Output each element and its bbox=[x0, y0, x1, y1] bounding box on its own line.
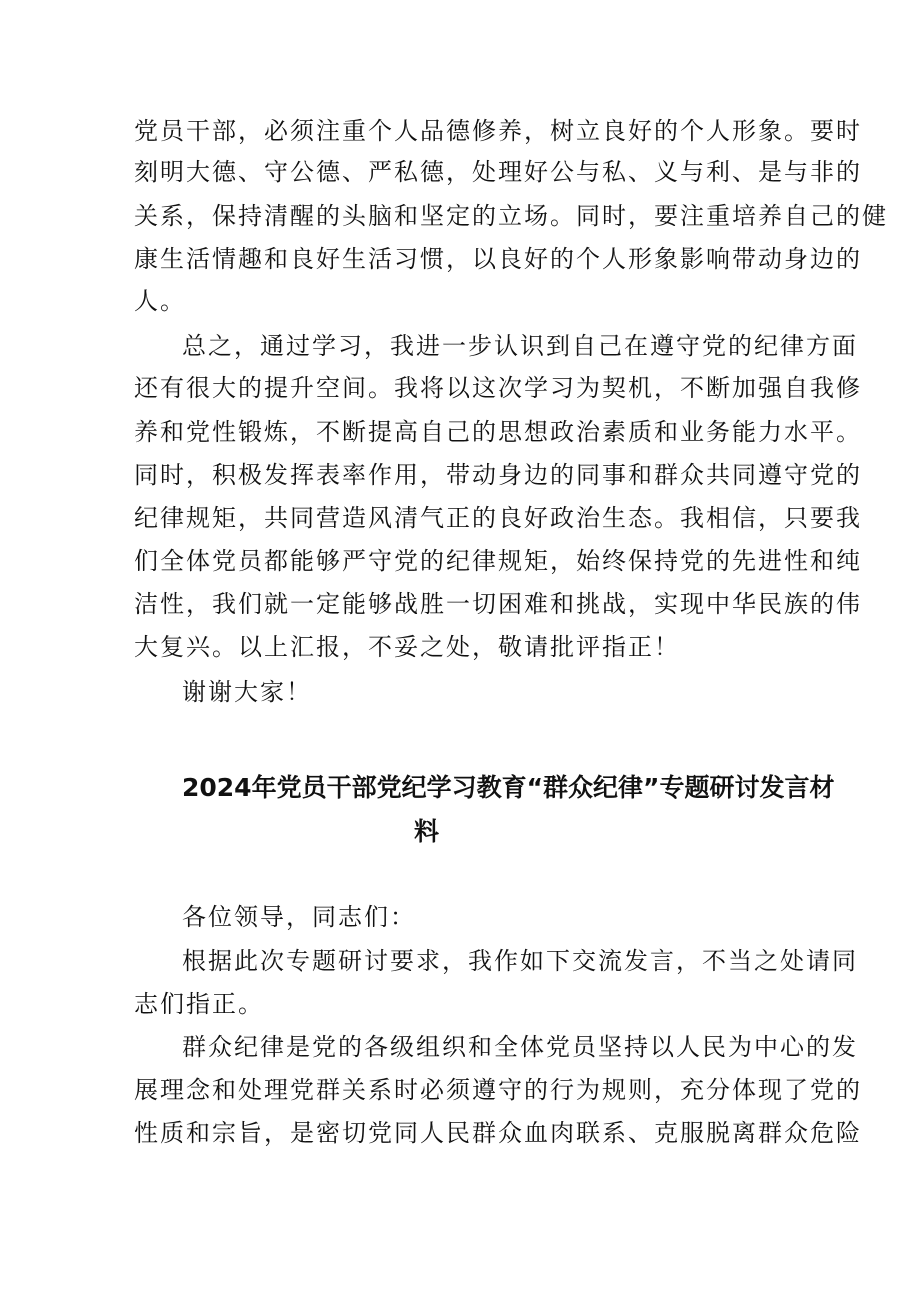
document-title: 2024年党员干部党纪学习教育“群众纪律”专题研讨发言材 bbox=[182, 773, 835, 802]
body-text-line: 志们指正。 bbox=[134, 990, 264, 1018]
body-text-line: 群众纪律是党的各级组织和全体党员坚持以人民为中心的发 bbox=[182, 1033, 858, 1061]
body-text-line: 根据此次专题研讨要求，我作如下交流发言，不当之处请同 bbox=[182, 947, 858, 975]
salutation: 各位领导，同志们： bbox=[182, 903, 416, 931]
body-text-line: 大复兴。以上汇报，不妥之处，敬请批评指正！ bbox=[134, 633, 680, 661]
body-text-line: 性质和宗旨，是密切党同人民群众血肉联系、克服脱离群众危险 bbox=[134, 1119, 862, 1147]
body-text-line: 洁性，我们就一定能够战胜一切困难和挑战，实现中华民族的伟 bbox=[134, 590, 862, 618]
body-text-line: 展理念和处理党群关系时必须遵守的行为规则，充分体现了党的 bbox=[134, 1076, 862, 1104]
body-text-line: 总之，通过学习，我进一步认识到自己在遵守党的纪律方面 bbox=[182, 332, 858, 360]
body-text-line: 纪律规矩，共同营造风清气正的良好政治生态。我相信，只要我 bbox=[134, 504, 862, 532]
body-text-line: 康生活情趣和良好生活习惯，以良好的个人形象影响带动身边的 bbox=[134, 245, 862, 273]
document-title-continued: 料 bbox=[414, 817, 440, 846]
body-text-line: 还有很大的提升空间。我将以这次学习为契机，不断加强自我修 bbox=[134, 374, 862, 402]
body-text-line: 们全体党员都能够严守党的纪律规矩，始终保持党的先进性和纯 bbox=[134, 547, 862, 575]
body-text-line: 党员干部，必须注重个人品德修养，树立良好的个人形象。要时 bbox=[134, 117, 862, 145]
closing-line: 谢谢大家！ bbox=[182, 678, 312, 706]
body-text-line: 同时，积极发挥表率作用，带动身边的同事和群众共同遵守党的 bbox=[134, 461, 862, 489]
body-text-line: 养和党性锻炼，不断提高自己的思想政治素质和业务能力水平。 bbox=[134, 418, 862, 446]
body-text-line: 刻明大德、守公德、严私德，处理好公与私、义与利、是与非的 bbox=[134, 158, 862, 186]
body-text-line: 关系，保持清醒的头脑和坚定的立场。同时，要注重培养自己的健 bbox=[134, 202, 888, 230]
body-text-line: 人。 bbox=[134, 287, 186, 315]
